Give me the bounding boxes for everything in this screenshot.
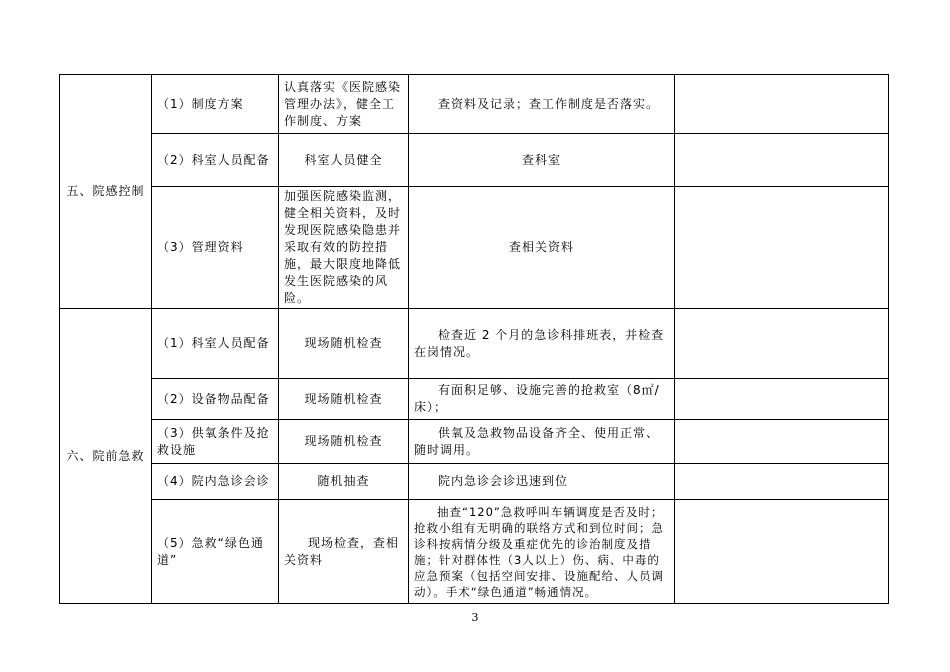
table-row xyxy=(60,75,889,134)
remark-cell xyxy=(675,309,889,379)
table-row xyxy=(60,420,889,464)
requirement-cell: 现场随机检查 xyxy=(279,309,409,379)
remark-cell xyxy=(675,187,889,309)
remark-cell xyxy=(675,464,889,500)
item-cell: （4）院内急诊会诊 xyxy=(152,464,279,500)
requirement-cell: 现场检查，查相关资料 xyxy=(279,500,409,604)
requirement-cell: 科室人员健全 xyxy=(279,134,409,187)
item-cell: （2）设备物品配备 xyxy=(152,379,279,420)
method-cell: 有面积足够、设施完善的抢救室（8㎡/床）； xyxy=(409,379,675,420)
method-cell: 院内急诊会诊迅速到位 xyxy=(409,464,675,500)
item-cell: （1）科室人员配备 xyxy=(152,309,279,379)
remark-cell xyxy=(675,379,889,420)
item-cell: （1）制度方案 xyxy=(152,75,279,134)
item-cell: （2）科室人员配备 xyxy=(152,134,279,187)
method-cell: 检查近 2 个月的急诊科排班表，并检查在岗情况。 xyxy=(409,309,675,379)
requirement-cell: 现场随机检查 xyxy=(279,420,409,464)
requirement-cell: 认真落实《医院感染管理办法》，健全工作制度、方案 xyxy=(279,75,409,134)
method-cell: 查资料及记录；查工作制度是否落实。 xyxy=(409,75,675,134)
inspection-table xyxy=(59,74,889,604)
method-cell: 查科室 xyxy=(409,134,675,187)
table-row xyxy=(60,464,889,500)
method-cell: 供氧及急救物品设备齐全、使用正常、随时调用。 xyxy=(409,420,675,464)
section-title: 六、院前急救 xyxy=(60,309,152,604)
requirement-cell: 现场随机检查 xyxy=(279,379,409,420)
table-row xyxy=(60,187,889,309)
remark-cell xyxy=(675,134,889,187)
method-cell: 抽查“120”急救呼叫车辆调度是否及时；抢救小组有无明确的联络方式和到位时间；急诊科按病情分级及重症优先的诊治制度及措施；针对群体性（3人以上）伤、病、中毒的应急预案（包括空间安排、设施配给、人员调动）。手术“绿色通道”畅通情况。 xyxy=(409,500,675,604)
item-cell: （3）管理资料 xyxy=(152,187,279,309)
table-row xyxy=(60,500,889,604)
table-row xyxy=(60,134,889,187)
remark-cell xyxy=(675,500,889,604)
item-cell: （3）供氧条件及抢救设施 xyxy=(152,420,279,464)
remark-cell xyxy=(675,420,889,464)
item-cell: （5）急救“绿色通道” xyxy=(152,500,279,604)
section-title: 五、院感控制 xyxy=(60,75,152,309)
page-number: 3 xyxy=(471,611,479,624)
remark-cell xyxy=(675,75,889,134)
table-row xyxy=(60,309,889,379)
table-row xyxy=(60,379,889,420)
method-cell: 查相关资料 xyxy=(409,187,675,309)
requirement-cell: 加强医院感染监测，健全相关资料，及时发现医院感染隐患并采取有效的防控措施，最大限度地降低发生医院感染的风险。 xyxy=(279,187,409,309)
requirement-cell: 随机抽查 xyxy=(279,464,409,500)
